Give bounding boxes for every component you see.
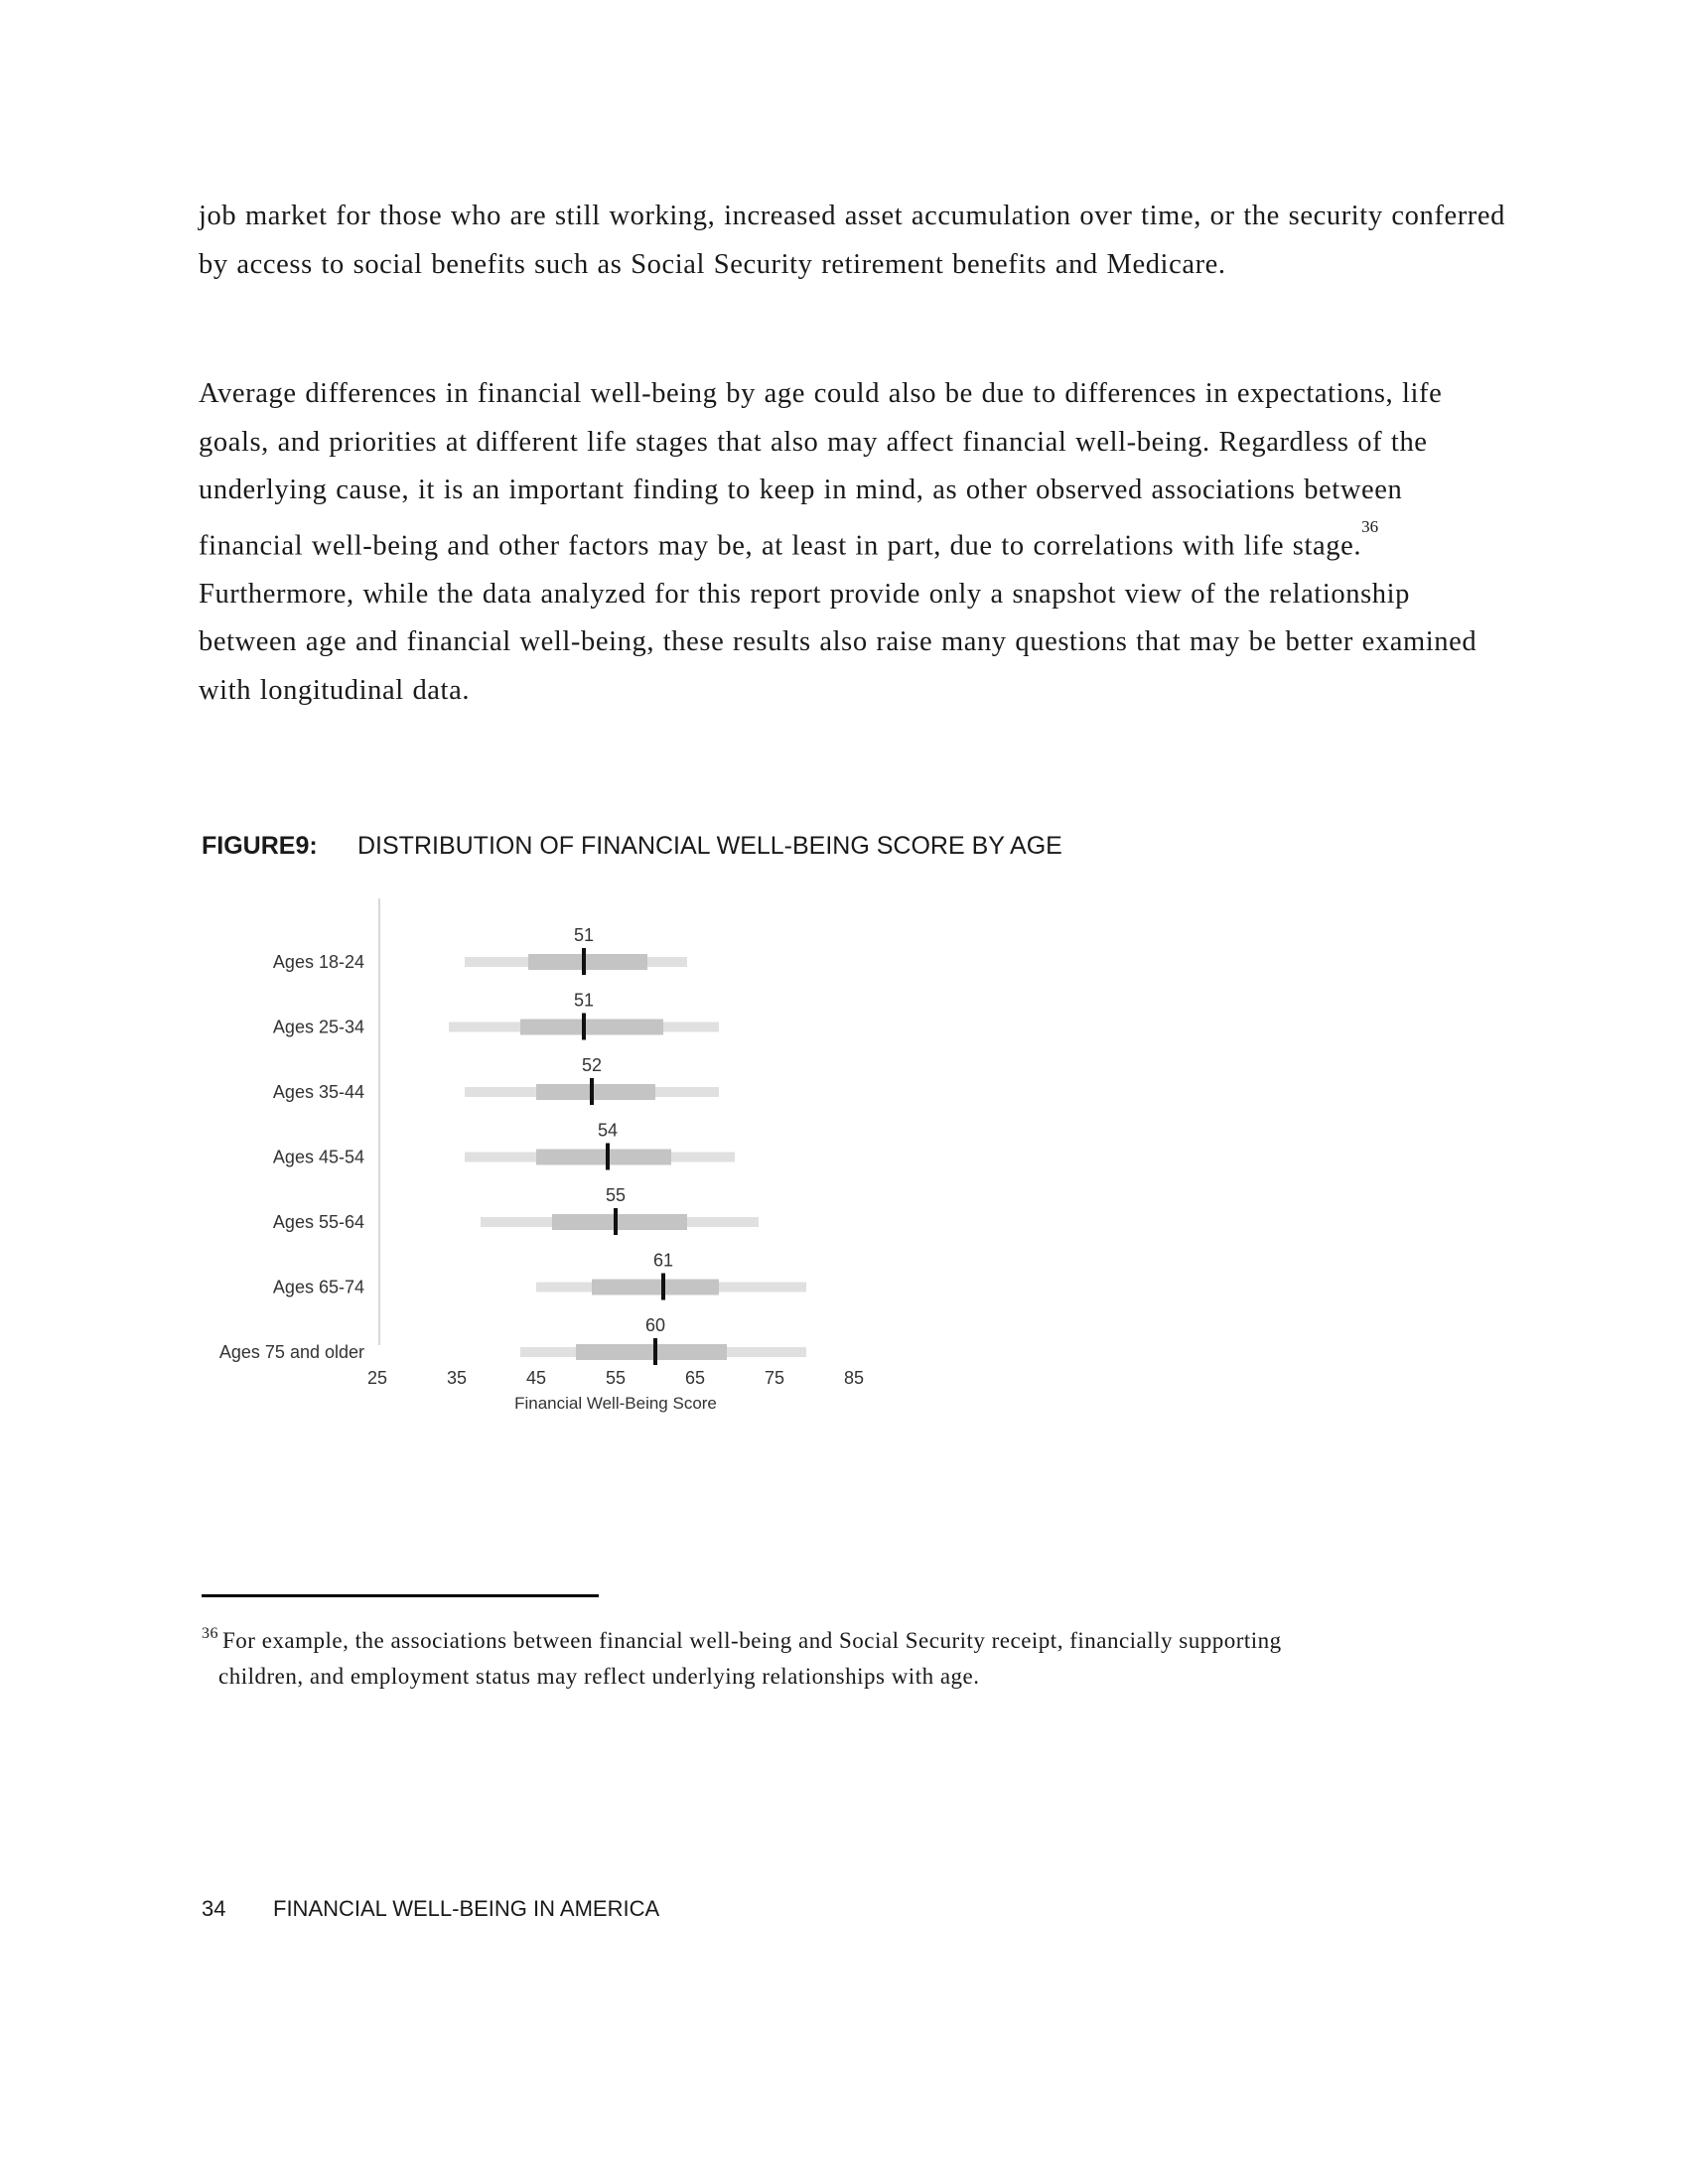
category-label: Ages 55-64	[272, 1212, 364, 1232]
median-marker	[661, 1274, 665, 1300]
category-label: Ages 35-44	[272, 1082, 364, 1102]
category-label: Ages 75 and older	[218, 1342, 364, 1362]
median-value-label: 51	[573, 990, 595, 1011]
x-tick-label: 85	[843, 1368, 865, 1388]
footnote-text-line-1: For example, the associations between financial well-being and Social Security receipt, financially supporting	[222, 1628, 1282, 1653]
x-tick-label: 55	[605, 1368, 627, 1388]
figure-caption	[202, 832, 1062, 861]
iqr-box	[592, 1280, 719, 1296]
median-value-label: 52	[581, 1055, 603, 1075]
median-value-label: 51	[573, 925, 595, 945]
x-tick-label: 45	[525, 1368, 547, 1388]
iqr-box	[552, 1214, 687, 1230]
iqr-box	[528, 954, 647, 970]
median-marker	[582, 1014, 586, 1040]
median-marker	[614, 1208, 618, 1235]
document-title: FINANCIAL WELL-BEING IN AMERICA	[273, 1896, 660, 1921]
iqr-box	[536, 1084, 655, 1100]
page-footer	[202, 1896, 659, 1922]
x-tick-label: 65	[684, 1368, 706, 1388]
x-axis-title: Financial Well-Being Score	[514, 1394, 717, 1413]
iqr-box	[536, 1150, 671, 1165]
footnote	[202, 1624, 1492, 1693]
category-label: Ages 25-34	[272, 1017, 364, 1037]
x-tick-label: 25	[366, 1368, 388, 1388]
footnote-divider	[202, 1594, 599, 1597]
figure-label: FIGURE9:	[202, 832, 318, 860]
body-paragraph-1: job market for those who are still working, increased asset accumulation over time, or the security conferred by access to social benefits such as Social Security retirement benefits and Medicare.	[199, 201, 1505, 280]
footnote-text-line-2: children, and employment status may reflect underlying relationships with age.	[218, 1664, 980, 1689]
category-label: Ages 65-74	[272, 1277, 364, 1297]
age-distribution-chart	[179, 888, 894, 1444]
median-value-label: 61	[652, 1250, 674, 1271]
body-paragraph-2	[199, 370, 1509, 715]
footnote-number: 36	[202, 1625, 218, 1642]
median-marker	[653, 1338, 657, 1365]
footnote-reference[interactable]: 36	[1361, 516, 1379, 536]
category-label: Ages 45-54	[272, 1147, 364, 1167]
median-value-label: 60	[644, 1315, 666, 1335]
x-tick-label: 75	[764, 1368, 785, 1388]
iqr-box	[576, 1344, 727, 1360]
median-value-label: 54	[597, 1120, 619, 1141]
page-number: 34	[202, 1896, 226, 1921]
figure-title: DISTRIBUTION OF FINANCIAL WELL-BEING SCORE BY AGE	[357, 832, 1062, 860]
x-tick-label: 35	[446, 1368, 468, 1388]
iqr-box	[520, 1020, 663, 1035]
median-value-label: 55	[605, 1185, 627, 1205]
category-label: Ages 18-24	[272, 952, 364, 972]
paragraph-2-text-b: Furthermore, while the data analyzed for this report provide only a snapshot view of the relationship between age and financial well-being, these results also raise many questions that may be better examined with longitudinal data.	[199, 578, 1477, 706]
median-marker	[606, 1144, 610, 1170]
median-marker	[582, 948, 586, 975]
paragraph-2-text-a: Average differences in financial well-being by age could also be due to differences in expectations, life goals, and priorities at different life stages that also may affect financial well-being. Regardless of the underlying cause, it is an important finding to keep in mind, as other observed associations between financial well-being and other factors may be, at least in part, due to correlations with life stage.	[199, 378, 1443, 561]
median-marker	[590, 1078, 594, 1105]
